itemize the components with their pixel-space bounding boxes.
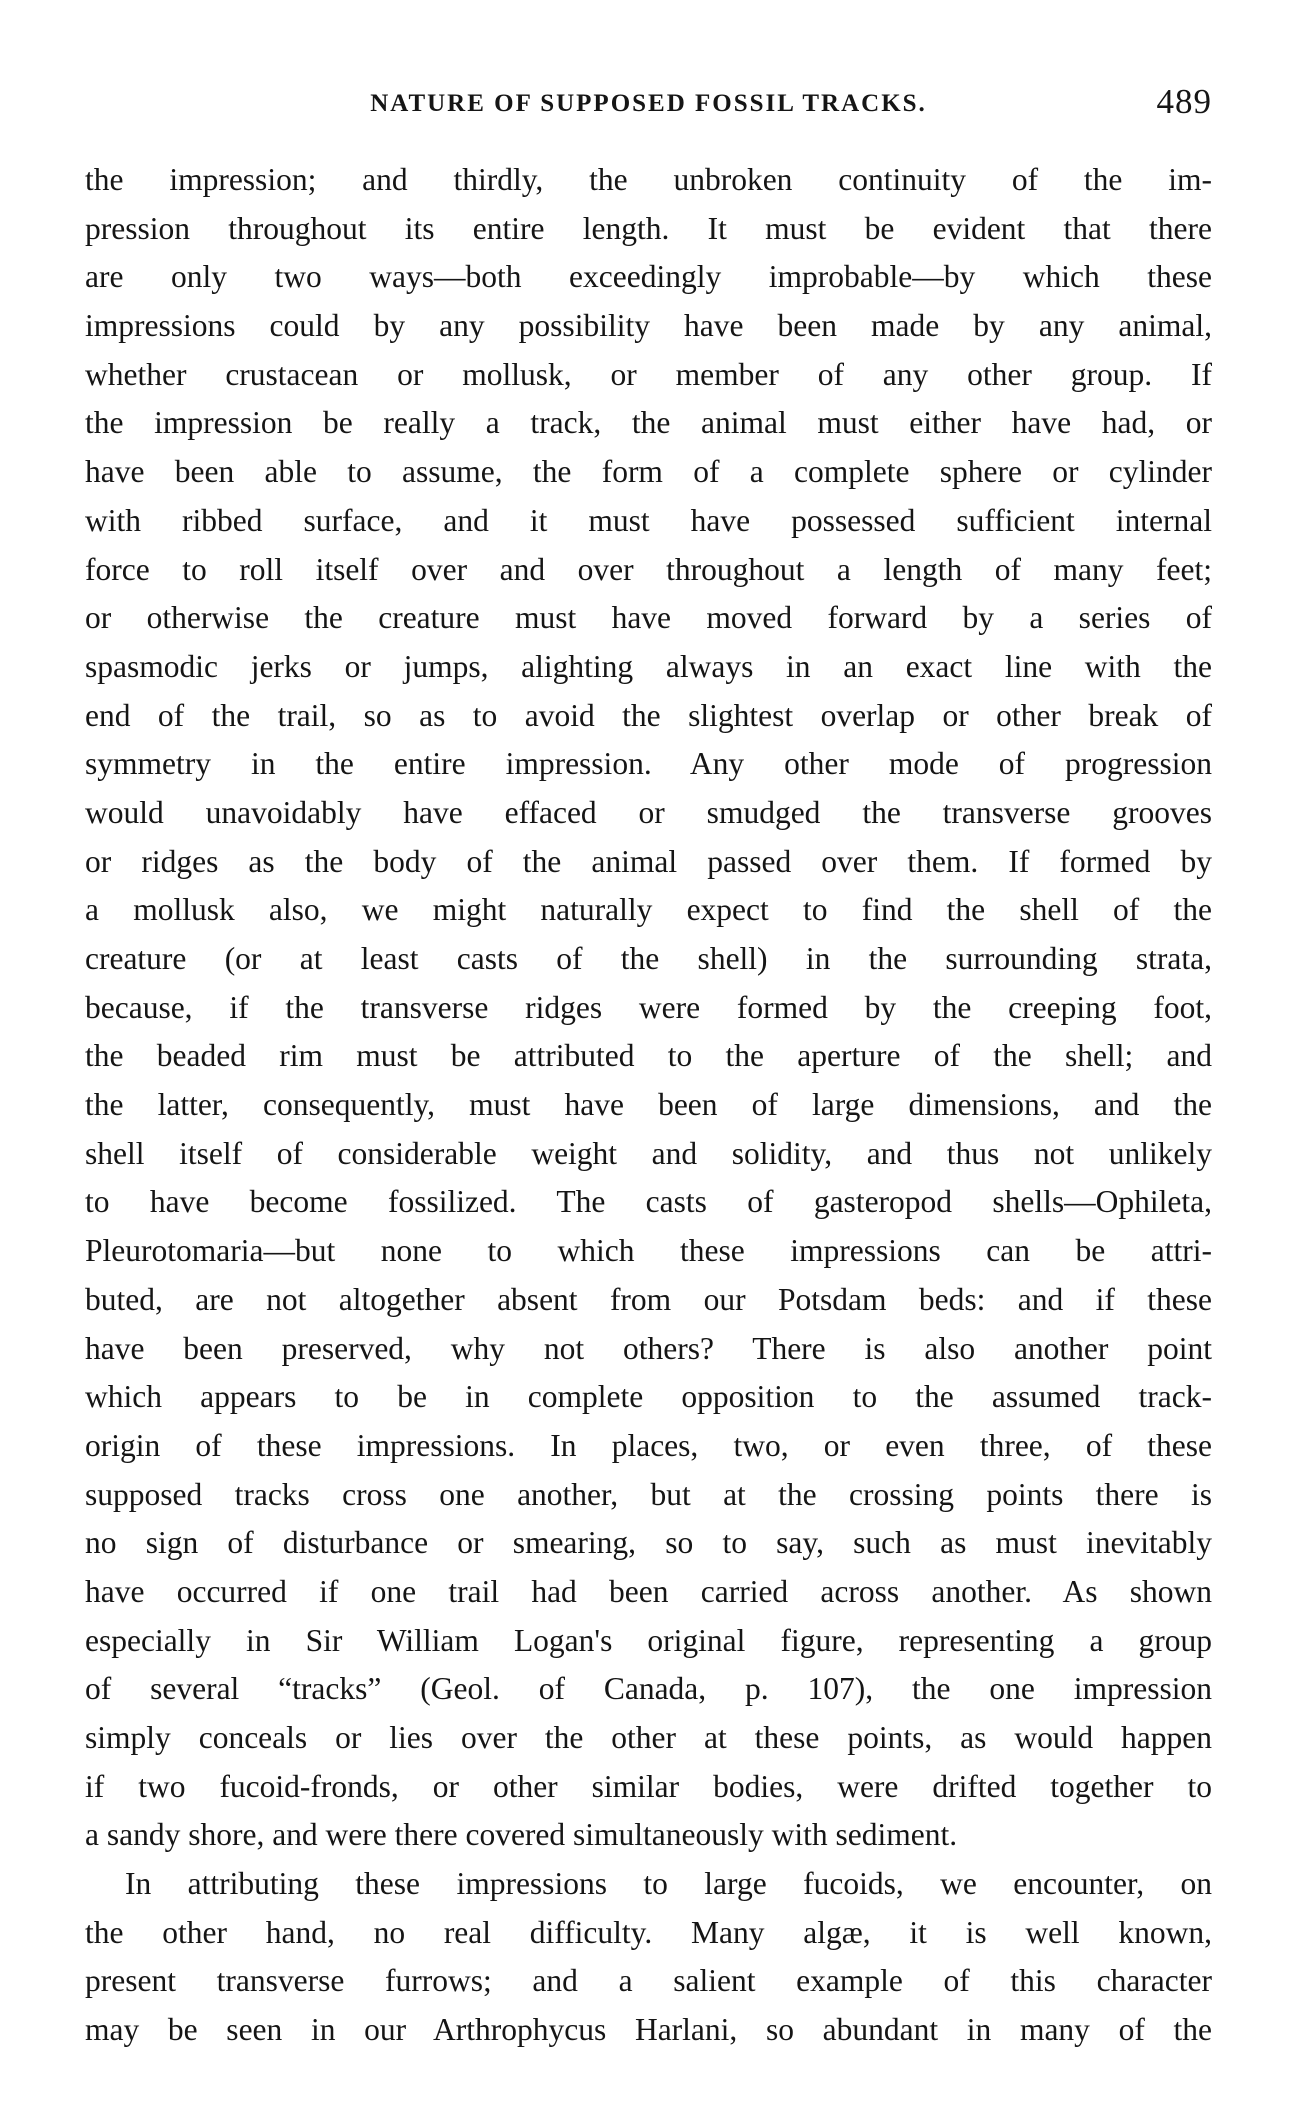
text-line: the impression; and thirdly, the unbroken continuity of the im- [85, 162, 1212, 197]
body-text [85, 156, 1212, 2055]
page-number: 489 [1156, 82, 1212, 121]
text-line: the impression be really a track, the animal must either have had, or [85, 405, 1212, 441]
text-line: present transverse furrows; and a salient example of this character [85, 1963, 1212, 1999]
text-line: which appears to be in complete opposition to the assumed track- [85, 1379, 1212, 1415]
page-header [85, 82, 1212, 130]
text-line: pression throughout its entire length. It must be evident that there [85, 210, 1212, 246]
text-line: force to roll itself over and over throughout a length of many feet; [85, 551, 1212, 587]
text-line: would unavoidably have effaced or smudged the transverse grooves [85, 794, 1212, 830]
running-title: NATURE OF SUPPOSED FOSSIL TRACKS. [370, 90, 927, 117]
text-line: if two fucoid-fronds, or other similar bodies, were drifted together to [85, 1768, 1212, 1804]
text-line: spasmodic jerks or jumps, alighting always in an exact line with the [85, 648, 1212, 684]
text-line: Pleurotomaria—but none to which these impressions can be attri- [85, 1233, 1212, 1269]
text-line: In attributing these impressions to large fucoids, we encounter, on [125, 1866, 1212, 1902]
text-line: because, if the transverse ridges were formed by the creeping foot, [85, 989, 1212, 1025]
text-line: have occurred if one trail had been carried across another. As shown [85, 1573, 1212, 1609]
text-line: buted, are not altogether absent from our Potsdam beds: and if these [85, 1281, 1212, 1317]
text-line: of several “tracks” (Geol. of Canada, p. 107), the one impression [85, 1671, 1212, 1707]
text-line: end of the trail, so as to avoid the slightest overlap or other break of [85, 697, 1212, 733]
text-line: no sign of disturbance or smearing, so to say, such as must inevitably [85, 1525, 1212, 1561]
text-line: with ribbed surface, and it must have possessed sufficient internal [85, 502, 1212, 538]
text-line: impressions could by any possibility have been made by any animal, [85, 308, 1212, 344]
text-line: to have become fossilized. The casts of gasteropod shells—Ophileta, [85, 1184, 1212, 1220]
text-line: supposed tracks cross one another, but at the crossing points there is [85, 1476, 1212, 1512]
text-line: the latter, consequently, must have been of large dimensions, and the [85, 1087, 1212, 1123]
text-line: have been preserved, why not others? There is also another point [85, 1330, 1212, 1366]
text-line: especially in Sir William Logan's original figure, representing a group [85, 1622, 1212, 1658]
text-line: may be seen in our Arthrophycus Harlani, so abundant in many of the [85, 2012, 1212, 2048]
text-line: creature (or at least casts of the shell) in the surrounding strata, [85, 941, 1212, 976]
text-line: are only two ways—both exceedingly improbable—by which these [85, 259, 1212, 295]
text-line: or otherwise the creature must have moved forward by a series of [85, 600, 1212, 636]
text-line: symmetry in the entire impression. Any other mode of progression [85, 746, 1212, 782]
text-line: origin of these impressions. In places, two, or even three, of these [85, 1427, 1212, 1463]
text-line: the other hand, no real difficulty. Many algæ, it is well known, [85, 1914, 1212, 1950]
text-line: simply conceals or lies over the other at these points, as would happen [85, 1720, 1212, 1755]
text-line: the beaded rim must be attributed to the aperture of the shell; and [85, 1038, 1212, 1074]
text-line: have been able to assume, the form of a complete sphere or cylinder [85, 454, 1212, 490]
text-line: a sandy shore, and were there covered simultaneously with sediment. [85, 1817, 958, 1853]
text-line: or ridges as the body of the animal passed over them. If formed by [85, 843, 1212, 879]
text-line: a mollusk also, we might naturally expect to find the shell of the [85, 892, 1212, 928]
text-line: shell itself of considerable weight and solidity, and thus not unlikely [85, 1135, 1212, 1171]
text-line: whether crustacean or mollusk, or member of any other group. If [85, 356, 1212, 392]
